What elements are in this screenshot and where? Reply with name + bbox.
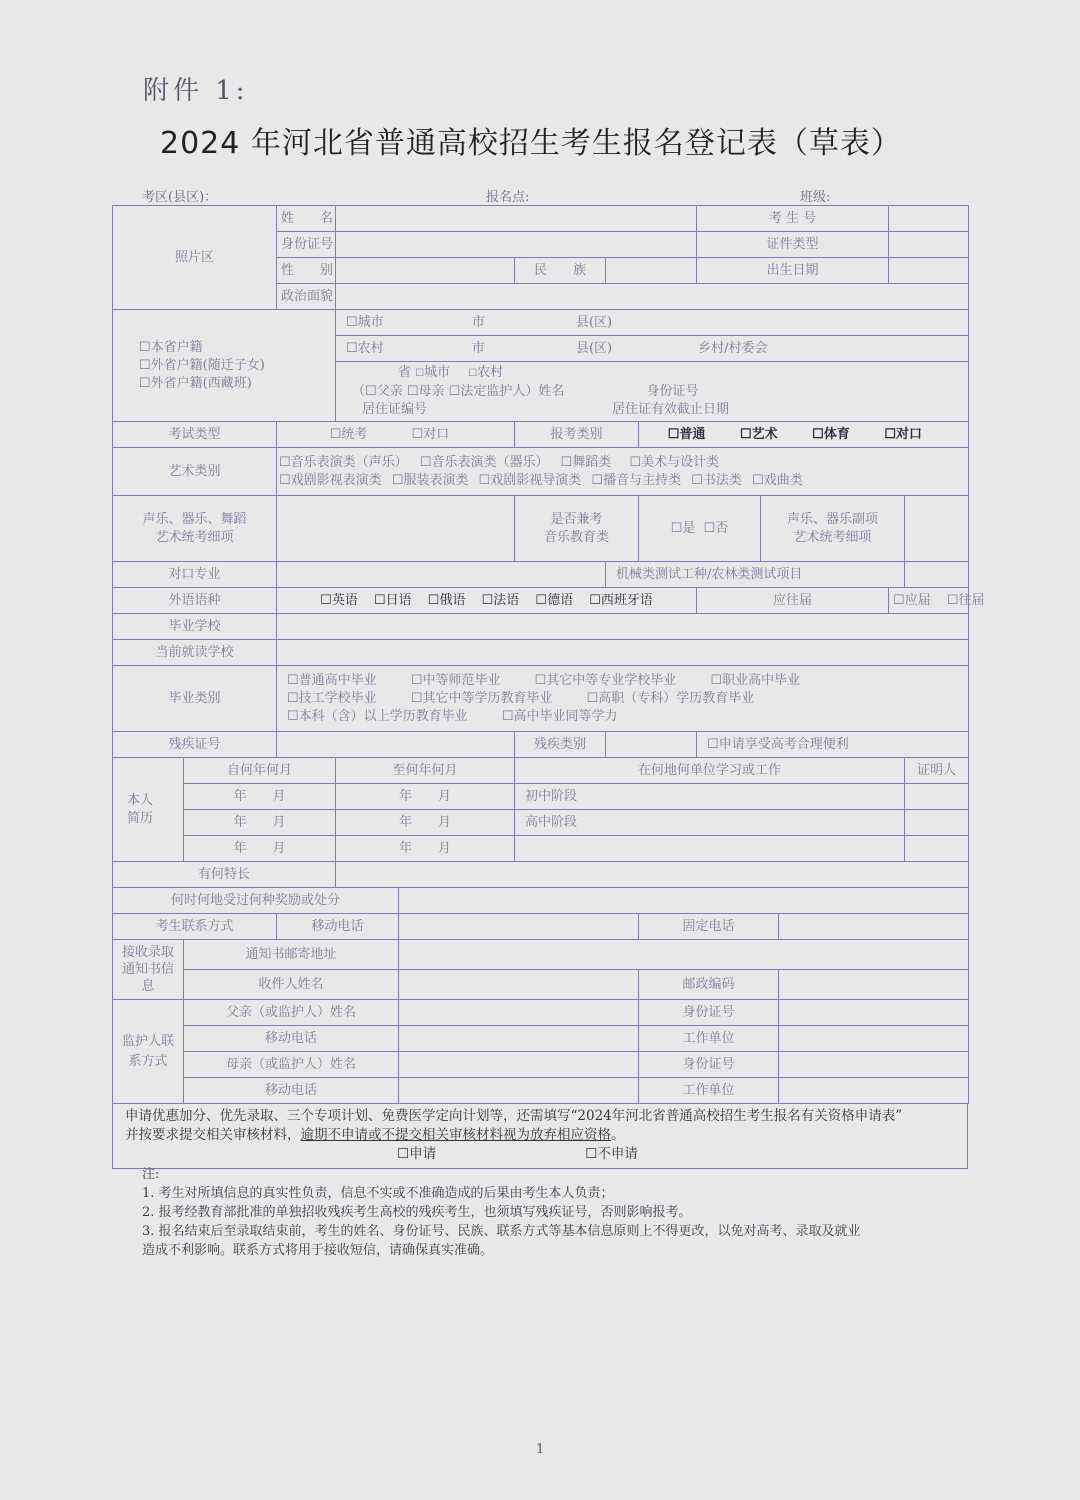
category-sports-checkbox[interactable]: ☐ 体育 [812,426,850,444]
art-category-label: 艺术类别 [113,448,277,496]
current-school-field[interactable] [277,640,969,666]
minor-detail-field[interactable] [905,496,969,562]
mother-id-label: 身份证号 [639,1052,779,1078]
mother-name-label: 母亲（或监护人）姓名 [184,1052,399,1078]
recipient-field[interactable] [399,970,639,1000]
grad-general-hs-checkbox[interactable]: ☐ 普通高中毕业 [287,672,377,690]
disability-accommodation-checkbox[interactable]: ☐ 申请享受高考合理便利 [697,732,969,758]
id-no-label: 身份证号 [277,232,336,258]
eligibility-text-1: 申请优惠加分、优先录取、三个专项计划、免费医学定向计划等，还需填写“2024年河北省普通高校招生考生报名有关资格申请表” [125,1108,903,1124]
page-title: 2024 年河北省普通高校招生考生报名登记表（草表） [160,126,902,161]
notes-section [142,1165,962,1260]
mail-address-label: 通知书邮寄地址 [184,940,399,970]
household-options [113,310,336,422]
music-edu-yes-checkbox[interactable]: ☐ 是 [671,521,696,536]
birth-field[interactable] [889,258,969,284]
disability-type-label: 残疾类别 [515,732,606,758]
lang-english-checkbox[interactable]: ☐ 英语 [320,592,358,610]
eligibility-notice [112,1104,968,1169]
mother-id-field[interactable] [779,1052,969,1078]
exam-type-vocational-checkbox[interactable]: ☐ 对口 [412,426,450,444]
lang-japanese-checkbox[interactable]: ☐ 日语 [374,592,412,610]
note-item: 造成不利影响。联系方式将用于接收短信，请确保真实准确。 [142,1243,494,1258]
note-item: 1. 考生对所填信息的真实性负责，信息不实或不准确造成的后果由考生本人负责； [142,1186,614,1201]
resume-col-place: 在何地何单位学习或工作 [515,758,905,784]
father-work-label: 工作单位 [639,1026,779,1052]
grad-type-options [277,666,969,732]
id-no-field[interactable] [336,232,697,258]
resume-witness-1[interactable] [905,784,969,810]
grad-other-secondary-checkbox[interactable]: ☐ 其它中等学历教育毕业 [411,690,553,708]
household-tibet-checkbox[interactable]: ☐ 外省户籍(西藏班) [139,375,331,393]
category-general-checkbox[interactable]: ☐ 普通 [668,426,706,444]
city-checkbox[interactable] [346,315,358,330]
urban-checkbox[interactable]: ☐ [415,368,425,379]
gender-label: 性 别 [277,258,336,284]
current-school-label: 当前就读学校 [113,640,277,666]
disability-cert-label: 残疾证号 [113,732,277,758]
vocational-test-field[interactable] [905,562,969,588]
resume-col-from: 自何年何月 [184,758,336,784]
father-work-field[interactable] [779,1026,969,1052]
music-edu-options [639,496,761,562]
landline-field[interactable] [779,914,969,940]
rural-checkbox[interactable] [346,341,358,356]
resume-to-2[interactable]: 年 月 [336,810,515,836]
grad-type-label: 毕业类别 [113,666,277,732]
note-item: 3. 报名结束后至录取结束前，考生的姓名、身份证号、民族、联系方式等基本信息原则上不得更改，以免对高考、录取及就业 [142,1224,861,1239]
exam-no-field[interactable] [889,206,969,232]
grad-vocational-hs-checkbox[interactable]: ☐ 职业高中毕业 [710,672,800,690]
resume-col-to: 至何年何月 [336,758,515,784]
mother-mobile-field[interactable] [399,1078,639,1104]
resume-from-2[interactable]: 年 月 [184,810,336,836]
resume-to-3[interactable]: 年 月 [336,836,515,862]
art-fineart-checkbox[interactable]: ☐ 美术与设计类 [629,454,719,472]
father-checkbox[interactable] [365,384,377,399]
father-name-field[interactable] [399,1000,639,1026]
awards-label: 何时何地受过何种奖励或处分 [113,888,399,914]
music-edu-no-checkbox[interactable]: ☐ 否 [704,521,729,536]
guardian-label: 监护人联 系方式 [113,1000,184,1104]
language-options [277,588,697,614]
postcode-field[interactable] [779,970,969,1000]
household-local-checkbox[interactable]: ☐ 本省户籍 [139,339,331,357]
father-id-field[interactable] [779,1000,969,1026]
household-rural-row: ☐ 农村 市 县(区) 乡村/村委会 [336,336,969,362]
art-drama-checkbox[interactable]: ☐ 戏剧影视表演类 [279,472,382,490]
page-number: 1 [536,1442,545,1457]
exam-type-unified-checkbox[interactable]: ☐ 统考 [330,426,368,444]
household-other-province: 省 ☐城市 ☐农村 （ ☐ 父亲 ☐ 母亲 ☐ 法定监护人）姓名 身份证号 居住证编号 居住证有效截止日期 [336,362,969,422]
lang-french-checkbox[interactable]: ☐ 法语 [482,592,520,610]
gender-field[interactable] [336,258,515,284]
lang-spanish-checkbox[interactable]: ☐ 西班牙语 [589,592,653,610]
photo-area[interactable]: 照片区 [113,206,277,310]
specialty-field[interactable] [336,862,969,888]
id-type-field[interactable] [889,232,969,258]
notes-heading: 注: [142,1167,160,1182]
resume-witness-3[interactable] [905,836,969,862]
political-label: 政治面貌 [277,284,336,310]
resume-witness-2[interactable] [905,810,969,836]
category-art-checkbox[interactable]: ☐ 艺术 [740,426,778,444]
art-opera-checkbox[interactable]: ☐ 戏曲类 [752,472,803,490]
art-category-options [277,448,969,496]
birth-label: 出生日期 [697,258,889,284]
art-detail-label: 声乐、器乐、舞蹈 艺术统考细项 [113,496,277,562]
father-mobile-label: 移动电话 [184,1026,399,1052]
exam-type-label: 考试类型 [113,422,277,448]
art-directing-checkbox[interactable]: ☐ 戏剧影视导演类 [479,472,582,490]
mobile-label: 移动电话 [277,914,399,940]
disability-cert-field[interactable] [277,732,515,758]
attachment-label: 附件 1: [143,76,249,106]
category-options [639,422,969,448]
mail-address-field[interactable] [399,940,969,970]
grad-school-label: 毕业学校 [113,614,277,640]
grad-technical-checkbox[interactable]: ☐ 技工学校毕业 [287,690,377,708]
resume-label: 本人 简历 [113,758,184,862]
art-fashion-checkbox[interactable]: ☐ 服装表演类 [392,472,469,490]
resume-from-3[interactable]: 年 月 [184,836,336,862]
grad-status-options [889,588,985,614]
mother-checkbox[interactable] [407,384,419,399]
eligibility-apply-checkbox[interactable]: ☐ 申请 [397,1145,581,1164]
minor-detail-label: 声乐、器乐副项 艺术统考细项 [761,496,905,562]
vocational-major-label: 对口专业 [113,562,277,588]
resume-to-1[interactable]: 年 月 [336,784,515,810]
eligibility-not-apply-checkbox[interactable]: ☐ 不申请 [585,1146,638,1162]
lang-german-checkbox[interactable]: ☐ 德语 [535,592,573,610]
mother-name-field[interactable] [399,1052,639,1078]
mother-work-field[interactable] [779,1078,969,1104]
notice-letter-label: 接收录取 通知书信 息 [113,940,184,1000]
grad-equivalent-checkbox[interactable]: ☐ 高中毕业同等学力 [502,708,618,726]
awards-field[interactable] [399,888,969,914]
father-mobile-field[interactable] [399,1026,639,1052]
grad-status-label: 应往届 [697,588,889,614]
grad-current-checkbox[interactable]: ☐ 应届 [893,592,931,610]
note-item: 2. 报考经教育部批准的单独招收残疾考生高校的残疾考生，也须填写残疾证号，否则影响报考。 [142,1205,692,1220]
site-label: 报名点: [486,190,530,205]
exam-type-options [277,422,515,448]
category-vocational-checkbox[interactable]: ☐ 对口 [884,426,922,444]
lang-russian-checkbox[interactable]: ☐ 俄语 [428,592,466,610]
resume-col-witness: 证明人 [905,758,969,784]
postcode-label: 邮政编码 [639,970,779,1000]
id-type-label: 证件类型 [697,232,889,258]
vocational-major-field[interactable] [277,562,606,588]
vocational-test-label: 机械类测试工种/农林类测试项目 [606,562,905,588]
art-vocal-checkbox[interactable]: ☐ 音乐表演类（声乐） [279,454,408,472]
grad-previous-checkbox[interactable]: ☐ 往届 [947,592,985,610]
grad-school-field[interactable] [277,614,969,640]
father-id-label: 身份证号 [639,1000,779,1026]
mother-mobile-label: 移动电话 [184,1078,399,1104]
grad-normal-school-checkbox[interactable]: ☐ 中等师范毕业 [411,672,501,690]
art-broadcast-checkbox[interactable]: ☐ 播音与主持类 [591,472,681,490]
resume-place-1[interactable]: 初中阶段 [515,784,905,810]
category-label: 报考类别 [515,422,639,448]
grad-bachelor-checkbox[interactable]: ☐ 本科（含）以上学历教育毕业 [287,708,468,726]
art-instrumental-checkbox[interactable]: ☐ 音乐表演类（器乐） [420,454,549,472]
household-city-row: ☐ 城市 市 县(区) [336,310,969,336]
art-calligraphy-checkbox[interactable]: ☐ 书法类 [691,472,742,490]
rural2-checkbox[interactable]: ☐ [468,368,478,379]
specialty-label: 有何特长 [113,862,336,888]
name-field[interactable] [336,206,697,232]
legal-guardian-checkbox[interactable] [449,384,461,399]
art-dance-checkbox[interactable]: ☐ 舞蹈类 [561,454,612,472]
recipient-label: 收件人姓名 [184,970,399,1000]
resume-place-3[interactable] [515,836,905,862]
mother-work-label: 工作单位 [639,1078,779,1104]
grad-higher-vocational-checkbox[interactable]: ☐ 高职（专科）学历教育毕业 [587,690,755,708]
disability-type-field[interactable] [606,732,697,758]
father-name-label: 父亲（或监护人）姓名 [184,1000,399,1026]
art-detail-field[interactable] [277,496,515,562]
eligibility-text-2: 并按要求提交相关审核材料，逾期不申请或不提交相关审核材料视为放弃相应资格。 [125,1127,625,1143]
district-label: 考区(县区)： [142,190,218,205]
contact-label: 考生联系方式 [113,914,277,940]
registration-form [112,205,985,1169]
political-field[interactable] [336,284,969,310]
landline-label: 固定电话 [639,914,779,940]
household-migrant-checkbox[interactable]: ☐ 外省户籍(随迁子女) [139,357,331,375]
ethnicity-field[interactable] [606,258,697,284]
class-label: 班级: [800,190,831,205]
grad-other-special-checkbox[interactable]: ☐ 其它中等专业学校毕业 [535,672,677,690]
exam-no-label: 考 生 号 [697,206,889,232]
ethnicity-label: 民 族 [515,258,606,284]
music-edu-label: 是否兼考 音乐教育类 [515,496,639,562]
resume-from-1[interactable]: 年 月 [184,784,336,810]
language-label: 外语语种 [113,588,277,614]
mobile-field[interactable] [399,914,639,940]
resume-place-2[interactable]: 高中阶段 [515,810,905,836]
name-label: 姓 名 [277,206,336,232]
